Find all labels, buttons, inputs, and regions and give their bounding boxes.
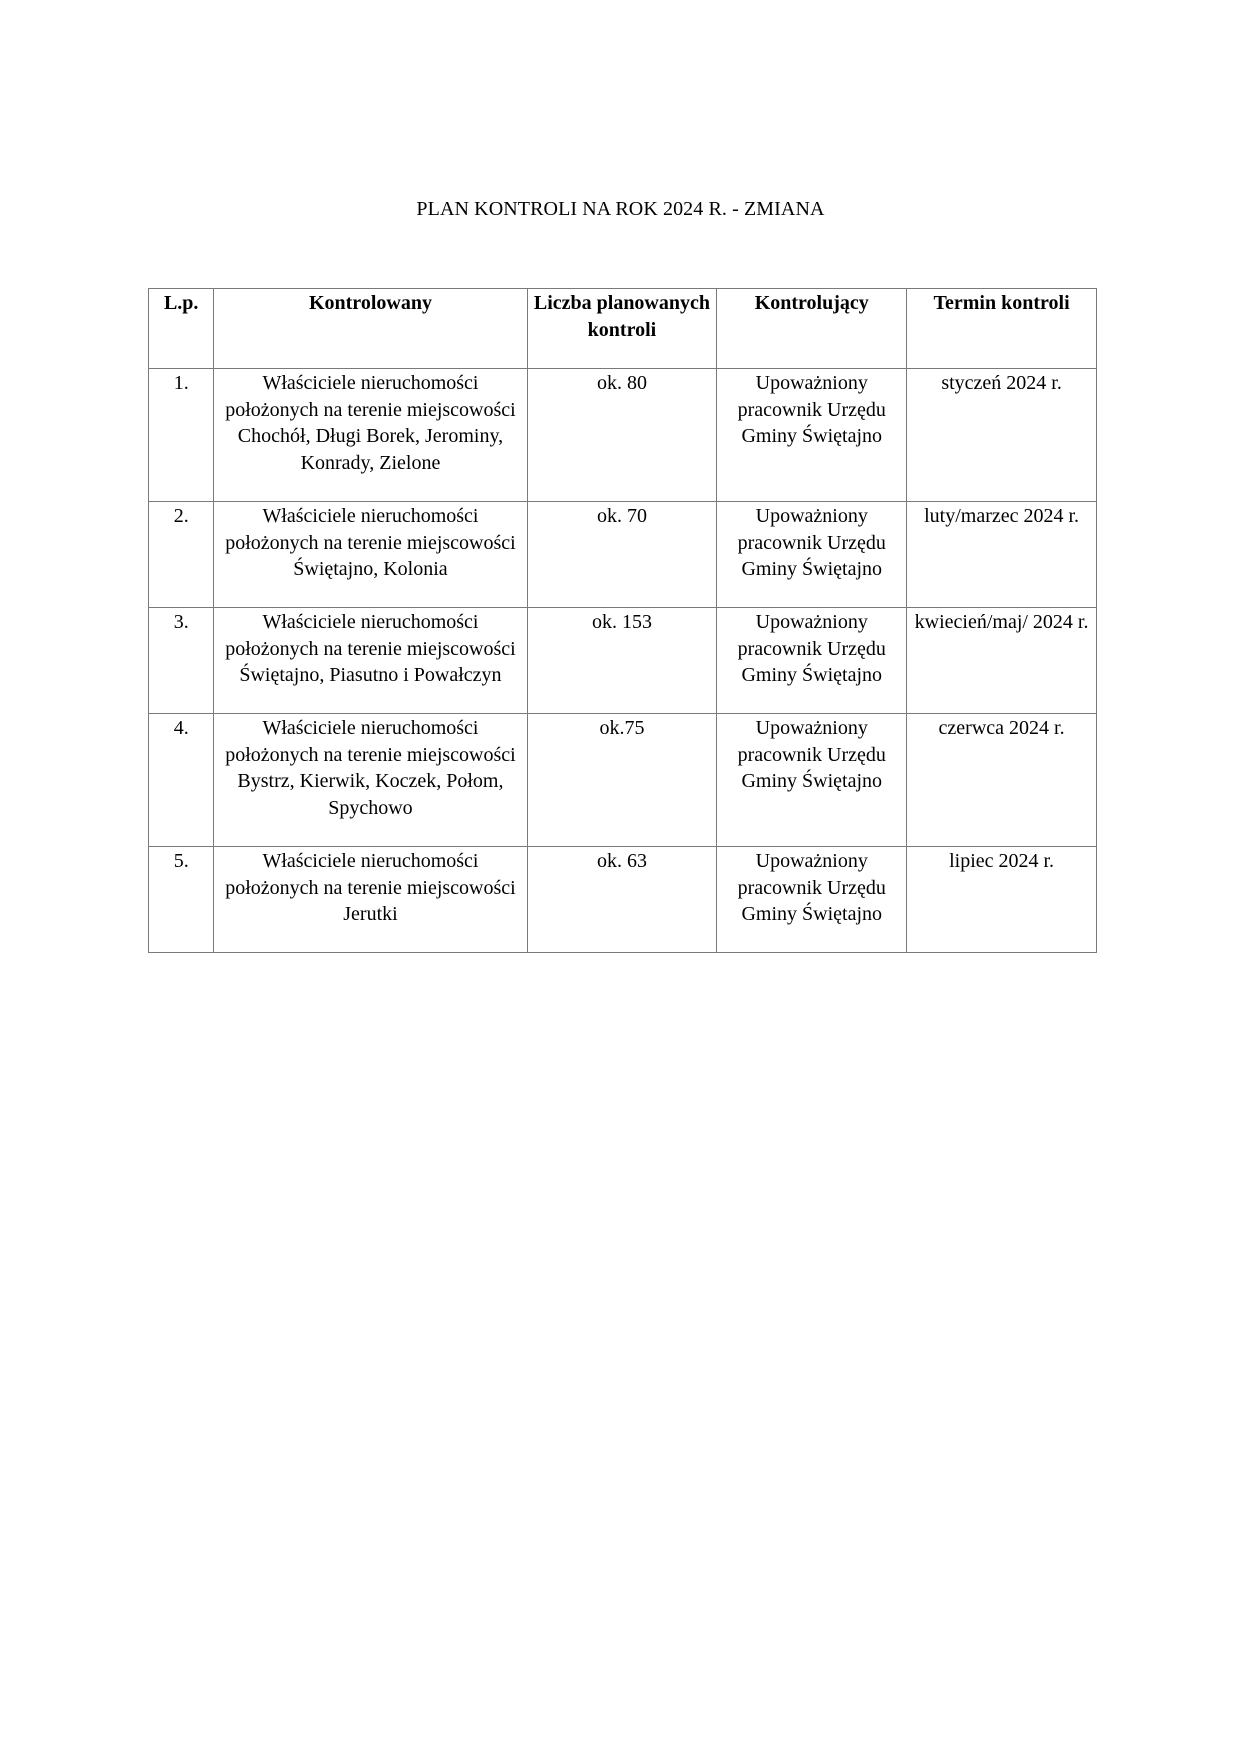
cell-kontrolujacy: Upoważniony pracownik Urzędu Gminy Świętajno [717,502,907,608]
table-row [149,608,1097,714]
cell-liczba: ok. 63 [527,847,717,953]
cell-lp: 5. [149,847,214,953]
table-header-row [149,289,1097,369]
cell-liczba: ok.75 [527,714,717,847]
cell-kontrolowany: Właściciele nieruchomości położonych na terenie miejscowości Świętajno, Piasutno i Powałczyn [214,608,527,714]
cell-kontrolujacy: Upoważniony pracownik Urzędu Gminy Świętajno [717,369,907,502]
table-header [149,289,1097,369]
cell-kontrolujacy: Upoważniony pracownik Urzędu Gminy Świętajno [717,608,907,714]
table-body [149,369,1097,953]
header-kontrolowany: Kontrolowany [214,289,527,369]
cell-liczba: ok. 80 [527,369,717,502]
cell-kontrolujacy: Upoważniony pracownik Urzędu Gminy Świętajno [717,847,907,953]
cell-termin: czerwca 2024 r. [907,714,1097,847]
table-row [149,369,1097,502]
table-row [149,847,1097,953]
cell-lp: 3. [149,608,214,714]
cell-lp: 1. [149,369,214,502]
header-termin: Termin kontroli [907,289,1097,369]
header-liczba: Liczba planowanych kontroli [527,289,717,369]
cell-kontrolowany: Właściciele nieruchomości położonych na terenie miejscowości Jerutki [214,847,527,953]
cell-kontrolowany: Właściciele nieruchomości położonych na terenie miejscowości Świętajno, Kolonia [214,502,527,608]
cell-liczba: ok. 70 [527,502,717,608]
cell-kontrolowany: Właściciele nieruchomości położonych na terenie miejscowości Bystrz, Kierwik, Koczek, Połom, Spychowo [214,714,527,847]
cell-termin: luty/marzec 2024 r. [907,502,1097,608]
cell-lp: 4. [149,714,214,847]
cell-kontrolujacy: Upoważniony pracownik Urzędu Gminy Świętajno [717,714,907,847]
table-row [149,714,1097,847]
header-lp: L.p. [149,289,214,369]
cell-lp: 2. [149,502,214,608]
page-title: PLAN KONTROLI NA ROK 2024 R. - ZMIANA [416,198,825,220]
control-plan-table [148,288,1097,953]
cell-termin: lipiec 2024 r. [907,847,1097,953]
table-row [149,502,1097,608]
cell-kontrolowany: Właściciele nieruchomości położonych na terenie miejscowości Chochół, Długi Borek, Jerominy, Konrady, Zielone [214,369,527,502]
cell-liczba: ok. 153 [527,608,717,714]
cell-termin: kwiecień/maj/ 2024 r. [907,608,1097,714]
cell-termin: styczeń 2024 r. [907,369,1097,502]
header-kontrolujacy: Kontrolujący [717,289,907,369]
